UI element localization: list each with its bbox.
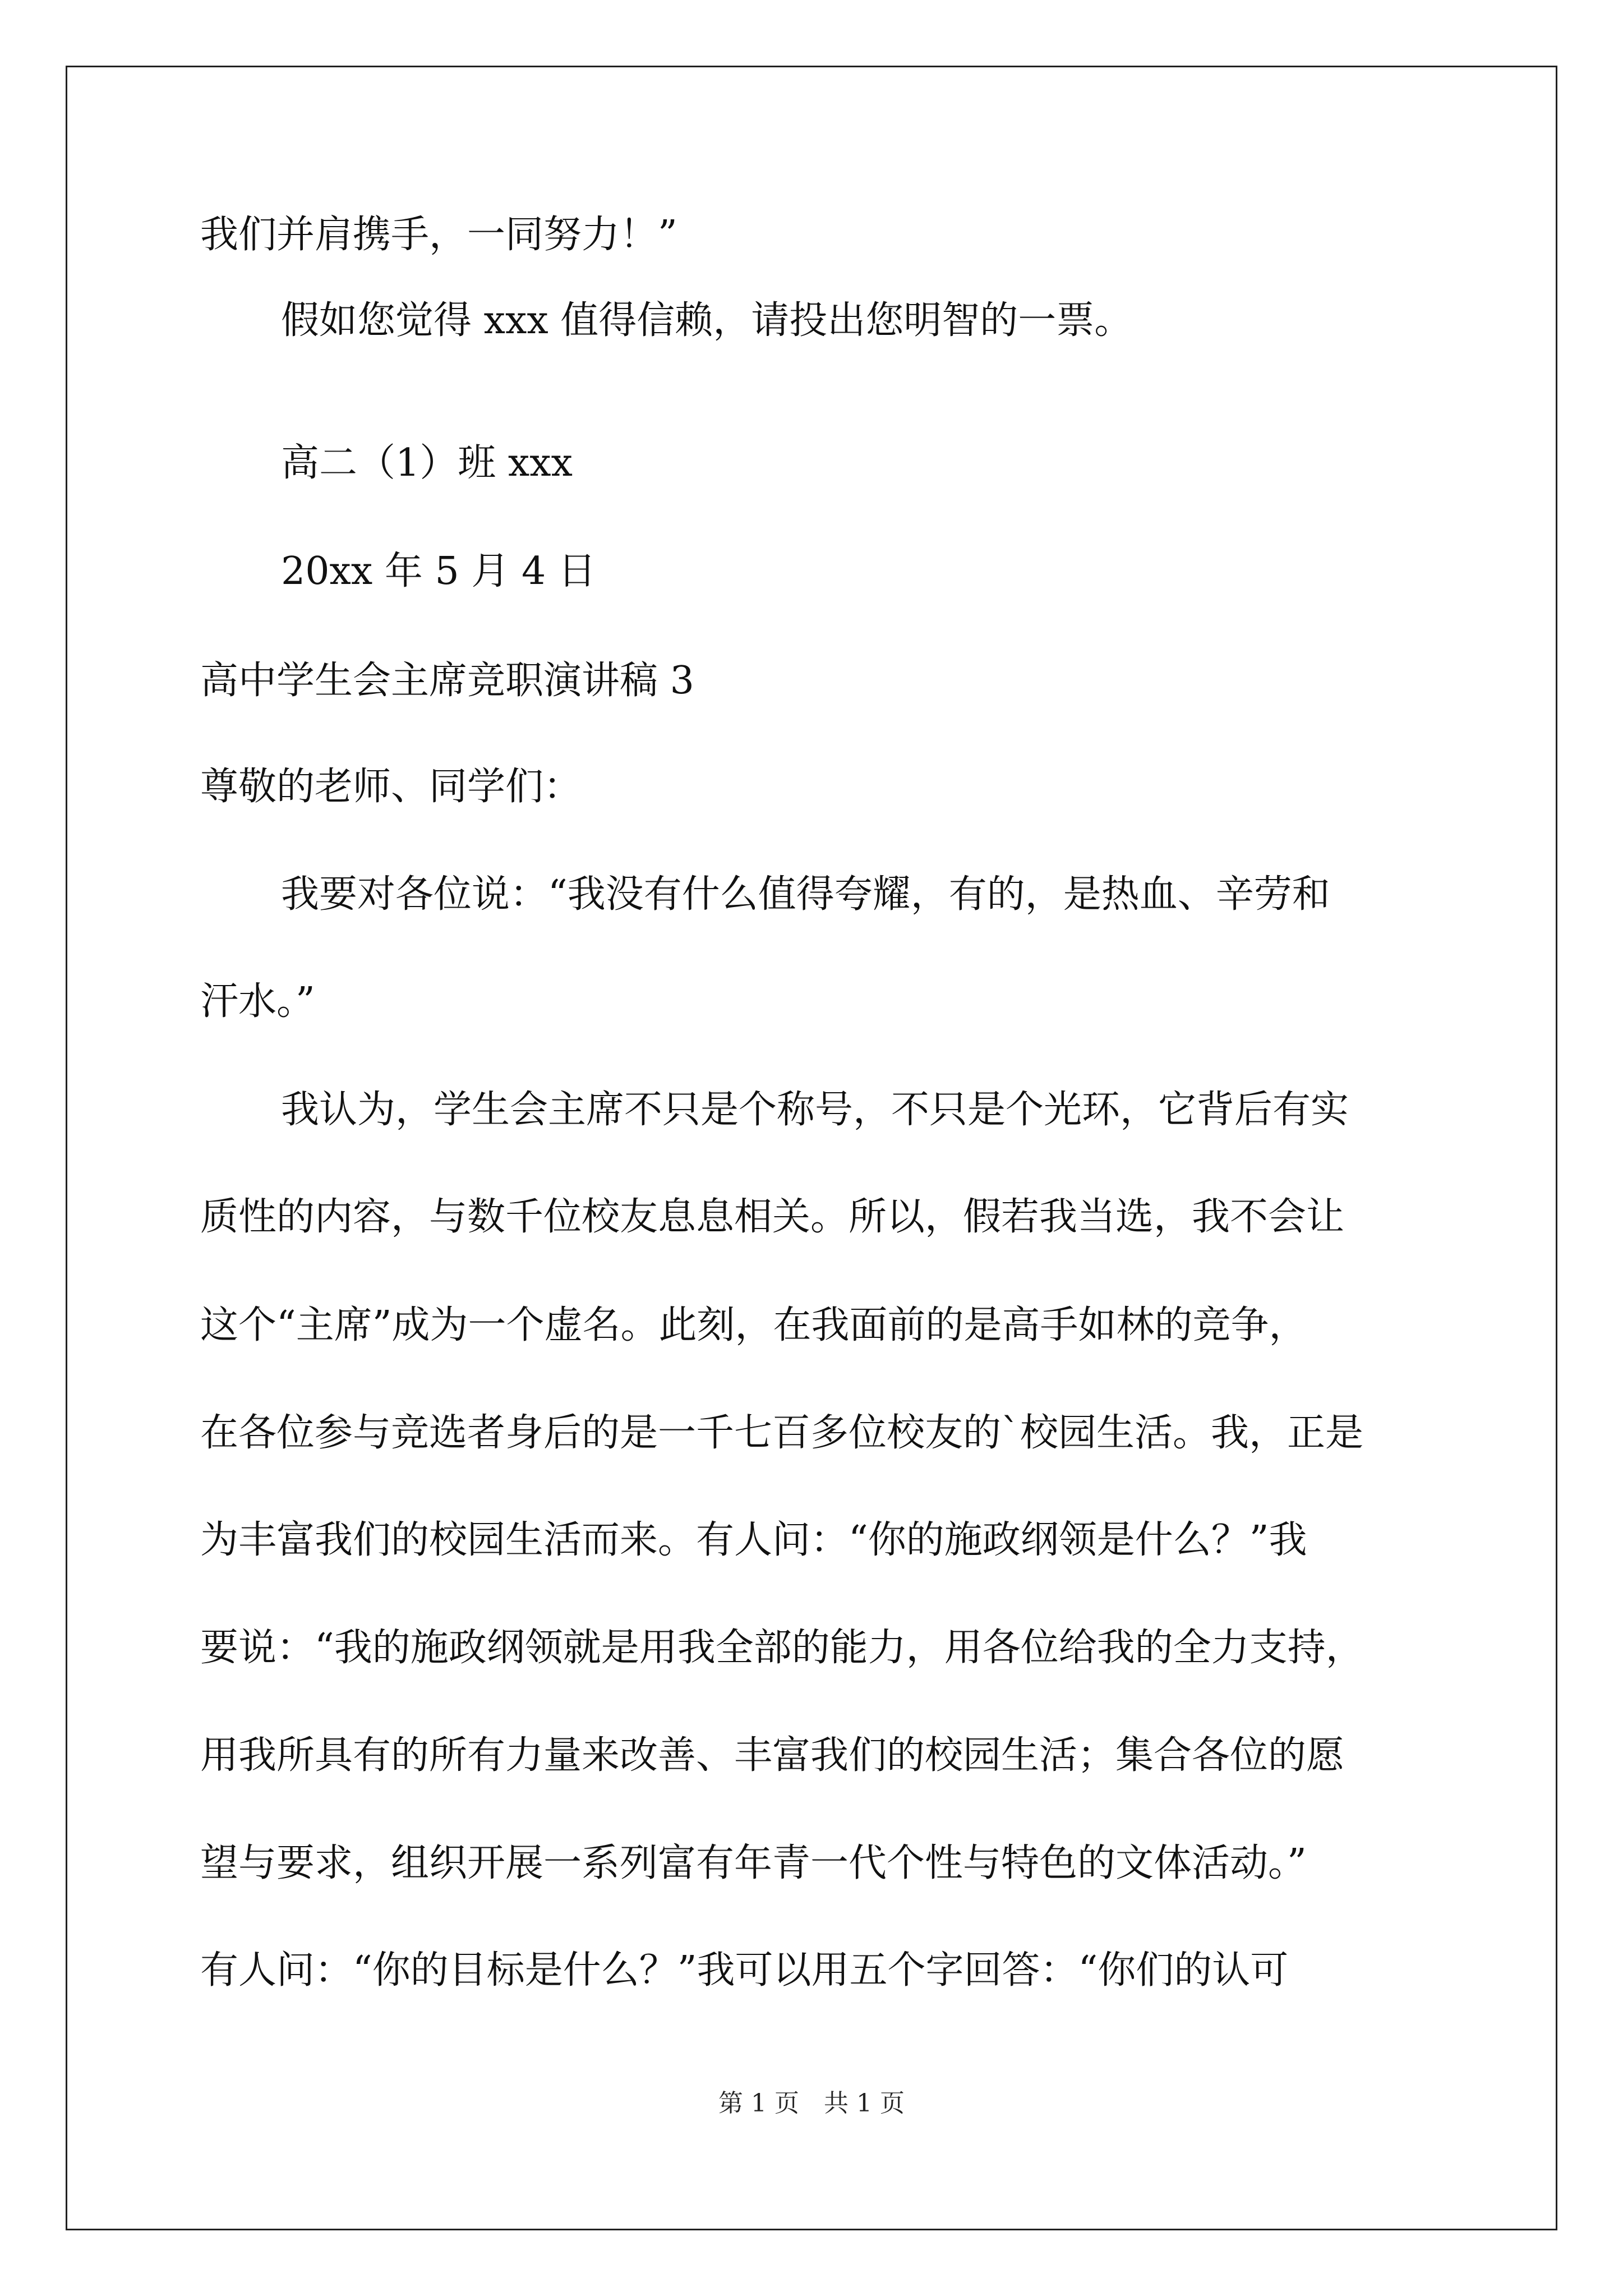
text-line: 有人问：“你的目标是什么？”我可以用五个字回答：“你们的认可 (200, 1948, 1289, 1993)
text-line: 要说：“我的施政纲领就是用我全部的能力，用各位给我的全力支持， (200, 1626, 1364, 1670)
salutation: 尊敬的老师、同学们： (200, 765, 582, 809)
text-line: 高二（1）班 xxx (281, 441, 573, 485)
section-heading: 高中学生会主席竞职演讲稿 3 (200, 659, 694, 703)
text-line: 在各位参与竞选者身后的是一千七百多位校友的`校园生活。我，正是 (200, 1411, 1364, 1455)
text-line: 假如您觉得 xxx 值得信赖，请投出您明智的一票。 (281, 298, 1133, 343)
text-line: 我要对各位说：“我没有什么值得夸耀，有的，是热血、辛劳和 (281, 872, 1330, 917)
text-line: 20xx 年 5 月 4 日 (281, 549, 596, 593)
text-line: 望与要求，组织开展一系列富有年青一代个性与特色的文体活动。” (200, 1841, 1307, 1885)
text-line: 用我所具有的所有力量来改善、丰富我们的校园生活；集合各位的愿 (200, 1733, 1345, 1778)
page-footer: 第 1 页 共 1 页 (718, 2089, 905, 2118)
text-line: 汗水。” (200, 979, 315, 1024)
text-line: 这个“主席”成为一个虚名。此刻，在我面前的是高手如林的竞争， (200, 1303, 1307, 1347)
text-line: 质性的内容，与数千位校友息息相关。所以，假若我当选，我不会让 (200, 1195, 1345, 1239)
text-line: 我们并肩携手，一同努力！” (200, 213, 677, 257)
page-border (66, 66, 1557, 2230)
text-line: 我认为，学生会主席不只是个称号，不只是个光环，它背后有实 (281, 1088, 1349, 1132)
text-line: 为丰富我们的校园生活而来。有人问：“你的施政纲领是什么？”我 (200, 1518, 1307, 1562)
